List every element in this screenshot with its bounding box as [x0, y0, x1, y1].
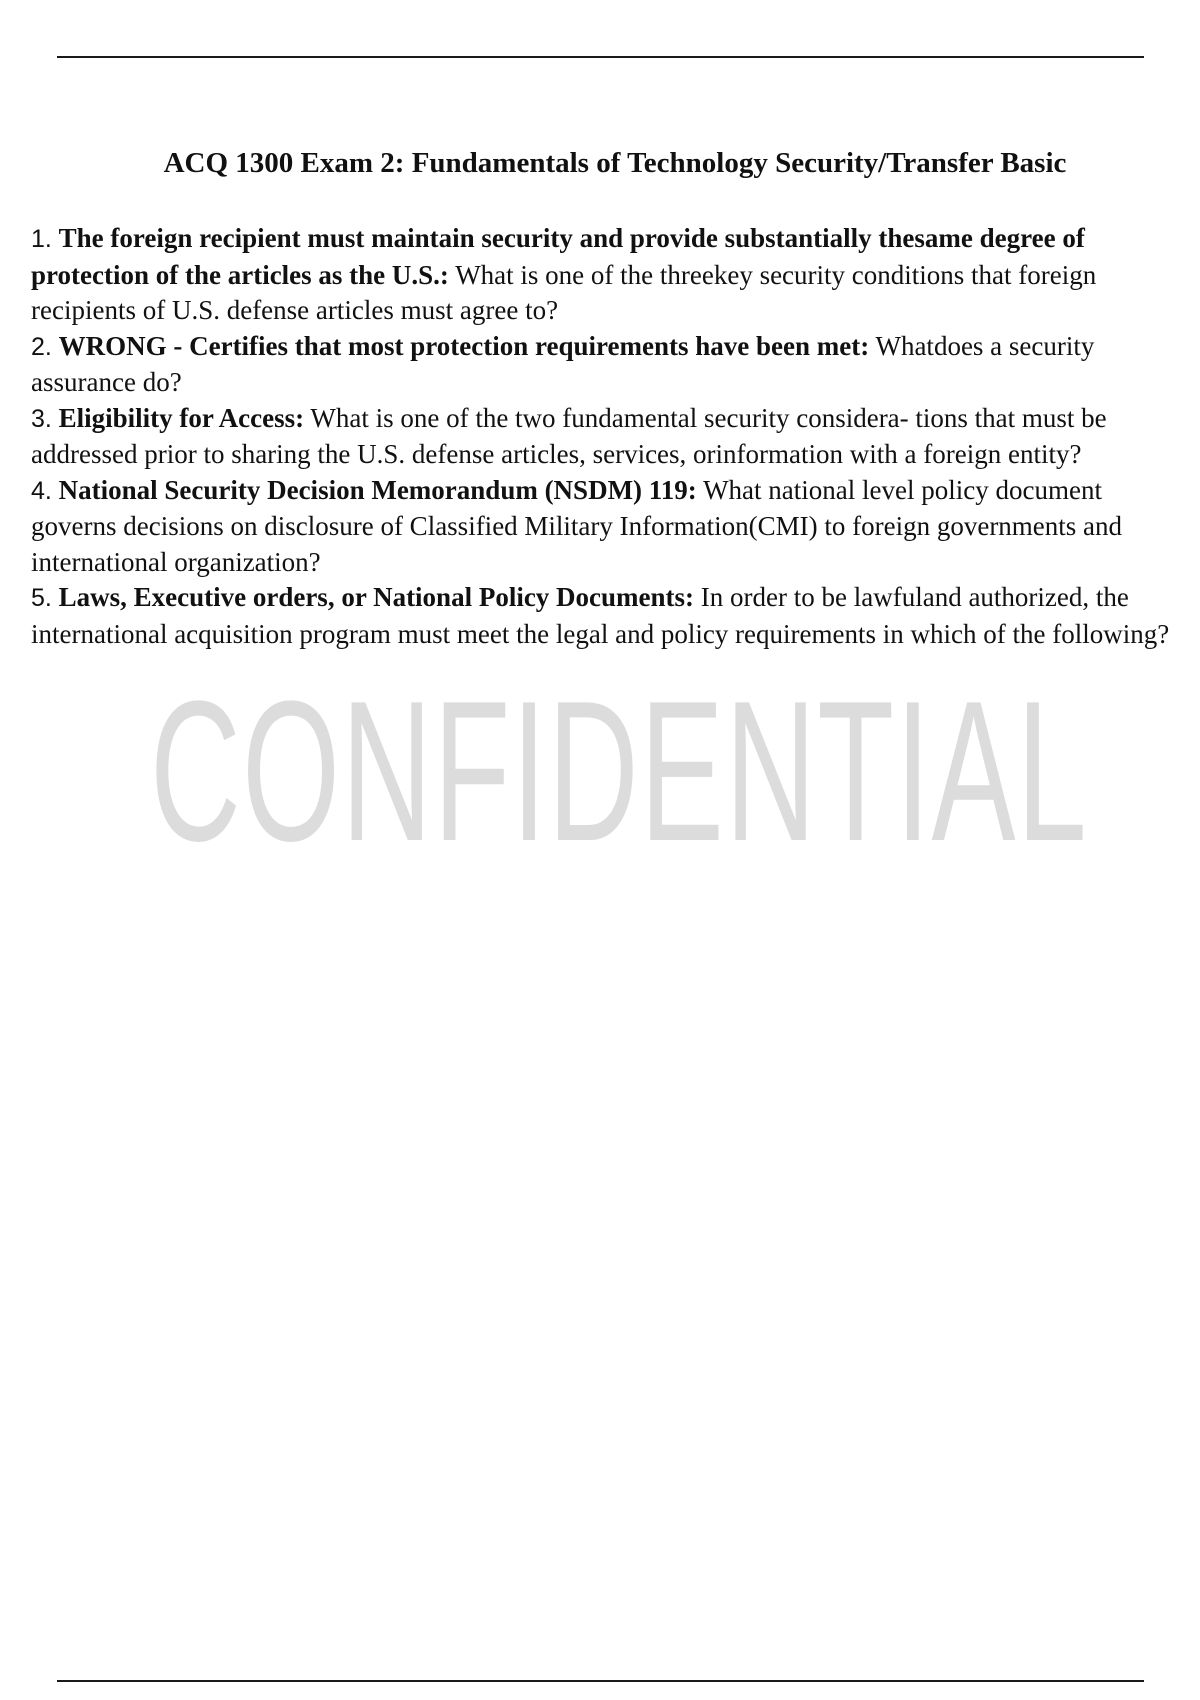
list-item [31, 221, 1191, 329]
item-question: What is one of the threekey security conditions that foreign recipients of U.S. defense articles must agree to? [31, 259, 1097, 325]
top-rule [57, 56, 1144, 58]
item-answer: Laws, Executive orders, or National Policy Documents: [58, 582, 695, 612]
watermark-text: CONFIDENTIAL [150, 660, 1088, 883]
question-list [31, 221, 1191, 652]
item-question: Whatdoes a security assurance do? [31, 330, 1095, 397]
item-number: 3. [31, 404, 52, 433]
confidential-watermark [150, 640, 1090, 883]
list-item [31, 329, 1191, 401]
page-title: ACQ 1300 Exam 2: Fundamentals of Technology Security/Transfer Basic [163, 147, 1067, 179]
item-answer: Eligibility for Access: [58, 402, 305, 433]
item-question: In order to be lawfuland authorized, the international acquisition program must meet the legal and policy requirements in which of the following? [31, 582, 1170, 649]
bottom-rule [57, 1680, 1144, 1682]
item-number: 1. [31, 225, 52, 253]
item-question: What is one of the two fundamental security considera- tions that must be addressed prior to sharing the U.S. defense articles, services, orinformation with a foreign entity? [31, 402, 1107, 469]
item-number: 2. [31, 332, 52, 361]
item-number: 5. [31, 584, 52, 612]
item-answer: WRONG - Certifies that most protection requirements have been met: [58, 330, 870, 361]
item-answer: The foreign recipient must maintain security and provide substantially thesame degree of protection of the articles as the U.S.: [31, 223, 1085, 290]
list-item [31, 401, 1191, 473]
list-item [31, 580, 1191, 652]
list-item [31, 473, 1191, 581]
item-number: 4. [31, 476, 52, 505]
item-answer: National Security Decision Memorandum (NSDM) 119: [58, 474, 697, 505]
item-question: What national level policy document governs decisions on disclosure of Classified Military Information(CMI) to foreign governments and international organization? [31, 474, 1123, 577]
